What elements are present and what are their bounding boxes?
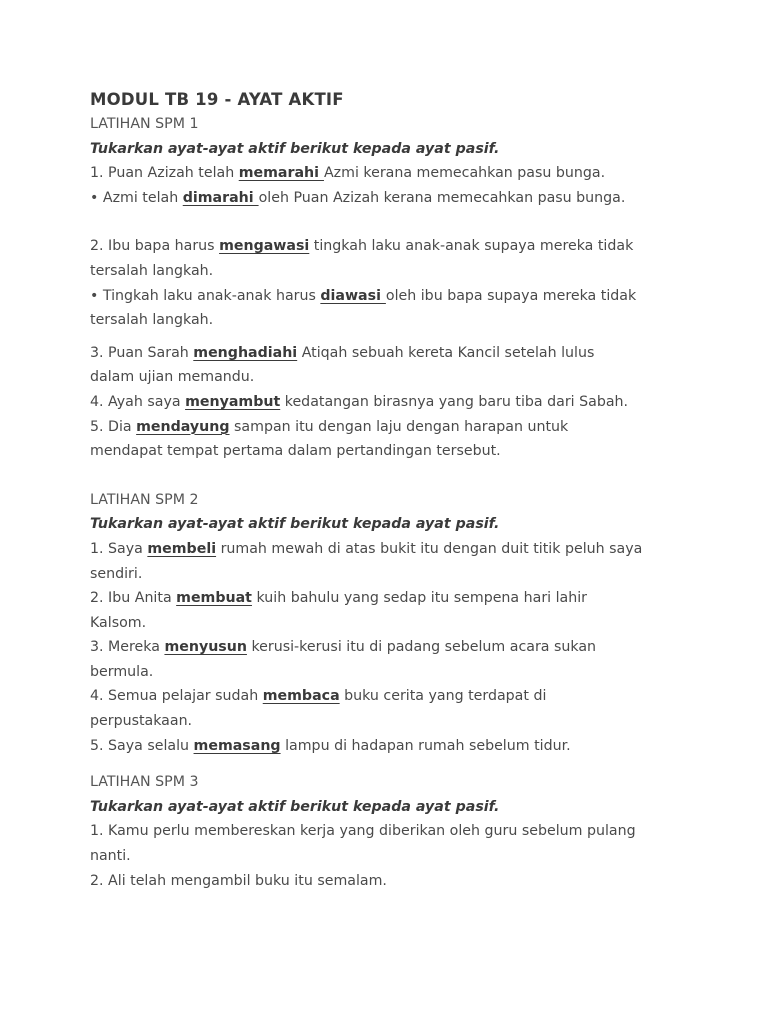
s2-line-8: perpustakaan. (90, 713, 193, 730)
s3-line-2: nanti. (90, 848, 131, 865)
s2-line-4: Kalsom. (90, 614, 147, 631)
text: • Tingkah laku anak-anak harus (90, 287, 321, 304)
text: 1. Puan Azizah telah (90, 165, 239, 182)
text: 5. Dia (90, 418, 137, 435)
text: 4. Semua pelajar sudah (90, 688, 263, 705)
text: Atiqah sebuah kereta Kancil setelah lulus (297, 344, 595, 361)
document-content (90, 88, 690, 893)
section-2-heading: LATIHAN SPM 2 (90, 491, 199, 508)
s2-line-9 (90, 734, 690, 759)
text: 4. Ayah saya (90, 393, 186, 410)
text: kuih bahulu yang sedap itu sempena hari lahir (251, 590, 588, 607)
text: kerusi-kerusi itu di padang sebelum acara sukan (246, 639, 597, 656)
s1-line-7 (90, 341, 690, 366)
s2-line-6: bermula. (90, 663, 154, 680)
text: 2. Ibu Anita (90, 590, 177, 607)
keyword: menyusun (164, 639, 247, 656)
text: kedatangan birasnya yang baru tiba dari Sabah. (280, 393, 629, 410)
keyword: dimarahi (182, 189, 259, 206)
text: 3. Mereka (90, 639, 165, 656)
keyword: mengawasi (219, 238, 310, 255)
text: • Azmi telah (90, 189, 183, 206)
text: 2. Ibu bapa harus (90, 238, 220, 255)
s3-line-3: 2. Ali telah mengambil buku itu semalam. (90, 872, 387, 889)
keyword: memasang (193, 737, 281, 754)
text: 3. Puan Sarah (90, 344, 194, 361)
s1-line-6: tersalah langkah. (90, 312, 214, 329)
keyword: mendayung (136, 418, 230, 435)
s1-line-11: mendapat tempat pertama dalam pertandingan tersebut. (90, 443, 501, 460)
s2-line-1 (90, 537, 690, 562)
text: sampan itu dengan laju dengan harapan untuk (229, 418, 569, 435)
s1-line-9 (90, 390, 690, 415)
s2-line-7 (90, 684, 690, 709)
s1-line-8: dalam ujian memandu. (90, 369, 255, 386)
s2-line-3 (90, 586, 690, 611)
text: 5. Saya selalu (90, 737, 194, 754)
keyword: membuat (176, 590, 252, 607)
text: rumah mewah di atas bukit itu dengan duit titik peluh saya (216, 540, 643, 557)
section-2-instruction: Tukarkan ayat-ayat aktif berikut kepada ayat pasif. (90, 516, 500, 533)
section-1-instruction: Tukarkan ayat-ayat aktif berikut kepada ayat pasif. (90, 140, 500, 157)
s1-line-1 (90, 161, 690, 186)
text: oleh Puan Azizah kerana memecahkan pasu bunga. (258, 189, 626, 206)
keyword: membeli (147, 540, 217, 557)
keyword: diawasi (320, 287, 386, 304)
section-3-heading: LATIHAN SPM 3 (90, 774, 199, 791)
text: 1. Saya (90, 540, 148, 557)
text: lampu di hadapan rumah sebelum tidur. (280, 737, 571, 754)
section-1-heading: LATIHAN SPM 1 (90, 116, 199, 132)
keyword: memarahi (238, 165, 324, 182)
keyword: membaca (262, 688, 340, 705)
section-3-instruction: Tukarkan ayat-ayat aktif berikut kepada ayat pasif. (90, 798, 500, 815)
s2-line-5 (90, 635, 690, 660)
s1-line-5 (90, 284, 690, 309)
text: buku cerita yang terdapat di (339, 688, 547, 705)
text: oleh ibu bapa supaya mereka tidak (385, 287, 637, 304)
s3-line-1: 1. Kamu perlu membereskan kerja yang diberikan oleh guru sebelum pulang (90, 823, 636, 840)
keyword: menghadiahi (193, 344, 298, 361)
document-title: MODUL TB 19 - AYAT AKTIF (90, 90, 344, 109)
keyword: menyambut (185, 393, 281, 410)
text: tingkah laku anak-anak supaya mereka tidak (309, 238, 634, 255)
s1-line-4: tersalah langkah. (90, 262, 214, 279)
text: Azmi kerana memecahkan pasu bunga. (323, 165, 606, 182)
s1-line-10 (90, 415, 690, 440)
s1-line-3 (90, 234, 690, 259)
s1-line-2 (90, 186, 690, 211)
s2-line-2: sendiri. (90, 565, 143, 582)
